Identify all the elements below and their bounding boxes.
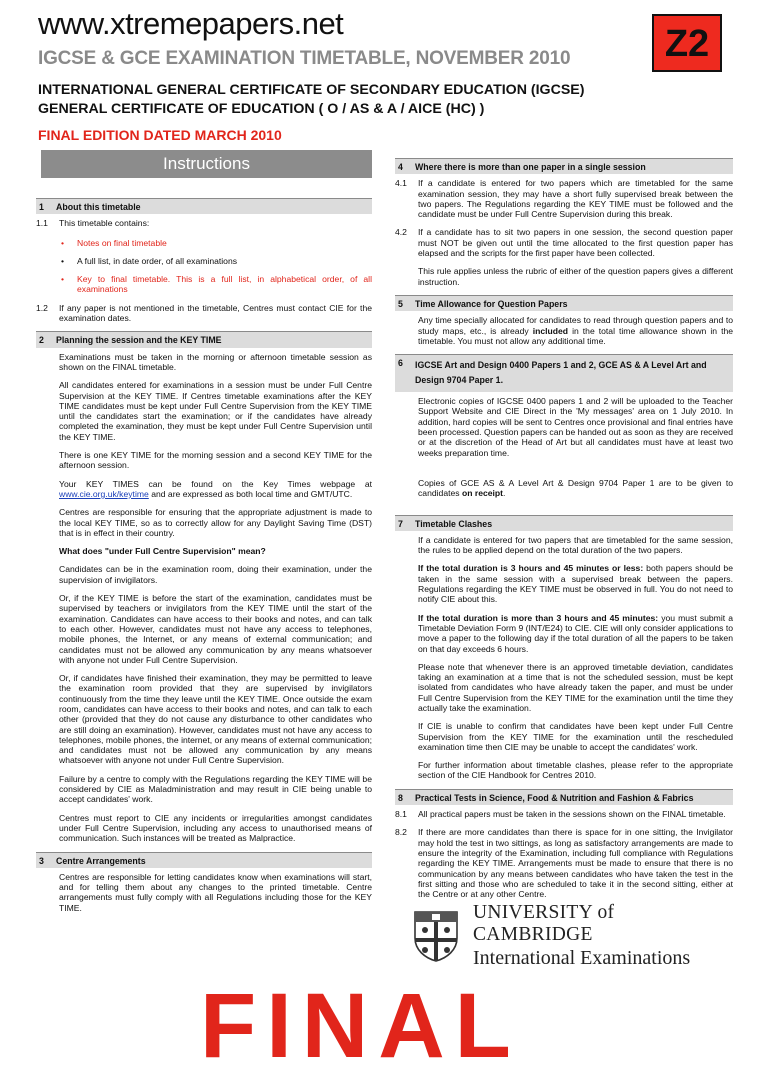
instructions-banner: Instructions (41, 150, 372, 178)
paragraph: All candidates entered for examinations in a session must be under Full Centre Supervision at the KEY TIME. If Centres timetable examinations after the KEY TIME candidates must be kept under Full Centre Supervision from the KEY TIME until the candidates start the examination; or if the candidates have already completed the examination, they must be kept under Full Centre Supervision until the KEY TIME. (59, 380, 372, 442)
text-bold: If the total duration is more than 3 hours and 45 minutes: (418, 612, 659, 623)
section-title: Where there is more than one paper in a single session (415, 162, 646, 172)
clause-number: 8.2 (395, 827, 407, 838)
paragraph: Centres are responsible for ensuring that the appropriate adjustment is made to the local KEY TIME, so as to correctly allow for any Daylight Saving Time (DST) that is in effect in their country. (59, 507, 372, 538)
section-5-header (395, 295, 733, 311)
paragraph (418, 315, 733, 346)
heading-igcse: INTERNATIONAL GENERAL CERTIFICATE OF SECONDARY EDUCATION (IGCSE) (38, 82, 585, 98)
section-number: 7 (398, 518, 403, 529)
paragraph: Please note that whenever there is an approved timetable deviation, candidates taking an examination at a time that is not the scheduled session, must be kept isolated from candidates who have already taken the paper, and must be under Full Centre Supervision from the KEY TIME for the examination until the time they actually take the examination. (418, 661, 733, 713)
clause-8-1 (395, 809, 733, 819)
bullet-text: Key to final timetable. This is a full list, in alphabetical order, of all examinations (77, 274, 372, 295)
section-3-header (36, 852, 372, 868)
cambridge-logo (413, 902, 723, 969)
section-title: IGCSE Art and Design 0400 Papers 1 and 2, GCE AS & A Level Art and Design 9704 Paper 1. (415, 360, 707, 386)
section-title: Practical Tests in Science, Food & Nutrition and Fashion & Fabrics (415, 792, 694, 803)
clause-4-2 (395, 227, 733, 258)
section-title: About this timetable (56, 202, 141, 212)
bullet-key (61, 274, 372, 295)
bullet-text: A full list, in date order, of all examinations (77, 255, 238, 266)
clause-text: This timetable contains: (59, 218, 150, 229)
university-division: International Examinations (473, 947, 691, 969)
section-number: 2 (39, 335, 44, 346)
text: Your KEY TIMES can be found on the Key Times webpage at (59, 478, 372, 489)
heading-gce: GENERAL CERTIFICATE OF EDUCATION ( O / AS & A / AICE (HC) ) (38, 101, 485, 117)
clause-number: 8.1 (395, 809, 407, 820)
paragraph: Centres are responsible for letting candidates know when examinations will start, and for telling them about any changes to the printed timetable. Centre arrangements must fully comply with all Regulations including those for the KEY TIME. (59, 871, 372, 913)
supervision-question: What does "under Full Centre Supervision" mean? (59, 546, 266, 557)
section-number: 5 (398, 298, 403, 309)
final-stamp: FINAL (200, 975, 521, 1077)
paragraph: Or, if the KEY TIME is before the start of the examination, candidates must be supervised by teachers or invigilators from the KEY TIME until the start of the examination. Candidates can have access to their books and notes, and can talk to each other. However, candidates must not have any access to telephones, mobile phones, the Internet, or any means of external communication; and candidates must not be allowed any communication by any means whatsoever with anyone not under Full Centre Supervision. (59, 593, 372, 665)
section-number: 3 (39, 855, 44, 866)
paragraph: Examinations must be taken in the morning or afternoon timetable session as shown on the FINAL timetable. (59, 351, 372, 372)
clause-text: If a candidate has to sit two papers in one session, the second question paper must NOT be given out until the time allocated to the first question paper has elapsed and the scripts for the first paper have been collected. (418, 227, 733, 259)
zone-badge: Z2 (652, 14, 722, 72)
paragraph: Or, if candidates have finished their examination, they may be permitted to leave the examination room provided that they are supervised by invigilators continuously from the time they leave until the KEY TIME. Once outside the exam room, candidates can have access to their books and notes, and can talk to each other (provided that they do not cause any disturbance to other candidates who are still doing an examination). However, candidates must not have any access to telephones, mobile phones, the internet, or any means of external communication; and candidates must not be allowed any communication by any means whatsoever with anyone not under Full Centre Supervision. (59, 673, 372, 766)
section-4-header (395, 158, 733, 174)
clause-1-2 (36, 303, 372, 324)
section-7-header (395, 515, 733, 531)
clause-text: If any paper is not mentioned in the timetable, Centres must contact CIE for the examination dates. (59, 302, 372, 324)
document-subtitle: IGCSE & GCE EXAMINATION TIMETABLE, NOVEMBER 2010 (38, 48, 571, 69)
paragraph: Copies of GCE AS & A Level Art & Design 9704 Paper 1 are to be given to candidates on receipt. (418, 477, 733, 499)
paragraph: Electronic copies of IGCSE 0400 papers 1 and 2 will be uploaded to the Teacher Support Website and CIE Direct in the 'My messages' area on 1 July 2010. In addition, hard copies will be sent to Centres once provisional and final entries have been processed. Question papers can be handed out as soon as they are received or at the discretion of the Head of Art but all candidates must have at least two weeks preparation time. (418, 396, 733, 458)
clause-number: 4.2 (395, 227, 407, 238)
text-bold: If the total duration is 3 hours and 45 minutes or less: (418, 563, 644, 574)
section-1-header (36, 198, 372, 214)
section-number: 1 (39, 202, 44, 212)
clause-text: If there are more candidates than there is space for in one sitting, the Invigilator may hold the test in two sittings, as long as satisfactory arrangements are made to ensure the integrity of the Examination, including full compliance with Regulations regarding the KEY TIME. Arrangements must be made to ensure that there is no communication by any means between candidates who have taken the test in the first sitting and those who are scheduled to take it in the second sitting, either at the Centre or at any other Centre. (418, 827, 733, 900)
bullet-icon: • (61, 274, 65, 285)
clause-number: 1.2 (36, 302, 48, 313)
text-bold: included (532, 325, 569, 336)
paragraph: This rule applies unless the rubric of either of the question papers gives a different instruction. (418, 266, 733, 287)
text: and are expressed as both local time and GMT/UTC. (151, 488, 353, 499)
section-title: Planning the session and the KEY TIME (56, 335, 222, 346)
right-column (395, 158, 733, 907)
section-title: Timetable Clashes (415, 518, 493, 529)
clause-8-2 (395, 827, 733, 899)
clause-number: 4.1 (395, 178, 407, 189)
paragraph-keytime-link (59, 479, 372, 500)
paragraph: For further information about timetable clashes, please refer to the appropriate section of the CIE Handbook for Centres 2010. (418, 760, 733, 781)
paragraph: Centres must report to CIE any incidents or irregularities amongst candidates under Full Centre Supervision, including any access to unauthorised means of communication. Such instances will be treated as Malpractice. (59, 812, 372, 844)
text: in the total time allowance shown in the timetable. You must not allow any additional time. (418, 325, 734, 346)
clause-text: If a candidate is entered for two papers which are timetabled for the same examination session, they may have a short fully supervised break between the two papers. The Regulations regarding the KEY TIME must be followed and the candidate must be under Full Centre Supervision during this break. (418, 178, 733, 220)
keytime-link[interactable]: www.cie.org.uk/keytime (59, 488, 149, 499)
university-crest-icon (413, 910, 459, 962)
text-bold: on receipt (461, 488, 504, 499)
paragraph: If a candidate is entered for two papers that are timetabled for the same session, the rules to be applied depend on the total duration of the two papers. (418, 534, 733, 556)
paragraph: Candidates can be in the examination room, doing their examination, under the supervision of invigilators. (59, 564, 372, 585)
section-number: 8 (398, 792, 403, 803)
section-2-header (36, 331, 372, 347)
section-number: 6 (398, 358, 403, 369)
bullet-date-list (61, 256, 372, 266)
university-name: UNIVERSITY of CAMBRIDGE (473, 902, 615, 945)
clause-4-1 (395, 178, 733, 219)
section-8-header (395, 789, 733, 805)
clause-text: All practical papers must be taken in the sessions shown on the FINAL timetable. (418, 809, 726, 820)
text: you must submit a Timetable Deviation Form 9 (INT/E24) to CIE. CIE will only consider applications to move a paper to the following day if the total duration of all the papers to be taken on that day exceeds 6 hours. (418, 612, 733, 654)
bullet-notes (61, 238, 372, 248)
section-number: 4 (398, 162, 403, 172)
section-title: Centre Arrangements (56, 855, 146, 866)
section-title: Time Allowance for Question Papers (415, 298, 568, 309)
paragraph: Failure by a centre to comply with the Regulations regarding the KEY TIME will be considered by CIE as Maladministration and may result in CIE being unable to accept candidates' work. (59, 773, 372, 805)
section-6-header (395, 354, 733, 392)
paragraph: If CIE is unable to confirm that candidates have been kept under Full Centre Supervision from the KEY TIME for the examination until the rescheduled examination time then CIE may be unable to accept the candidates' work. (418, 721, 733, 752)
edition-notice: FINAL EDITION DATED MARCH 2010 (38, 127, 282, 143)
left-column (36, 150, 372, 921)
site-url[interactable]: www.xtremepapers.net (38, 6, 344, 41)
paragraph: There is one KEY TIME for the morning session and a second KEY TIME for the afternoon session. (59, 450, 372, 471)
bullet-icon: • (61, 237, 65, 248)
bullet-icon: • (61, 255, 65, 266)
paragraph (418, 613, 733, 654)
text: both papers should be taken in the same session with a supervised break between the papers. Regulations regarding the KEY TIME must be observed in full. You do not need to notify CIE about this. (418, 563, 733, 605)
clause-number: 1.1 (36, 218, 48, 229)
paragraph (418, 563, 733, 604)
bullet-text: Notes on final timetable (77, 237, 167, 248)
clause-1-1 (36, 218, 372, 228)
text: Any time specially allocated for candidates to read through question papers and to study maps, etc., is already (418, 315, 733, 336)
text: Copies of GCE AS & A Level Art & Design 9704 Paper 1 are to be given to candidates (418, 477, 733, 499)
